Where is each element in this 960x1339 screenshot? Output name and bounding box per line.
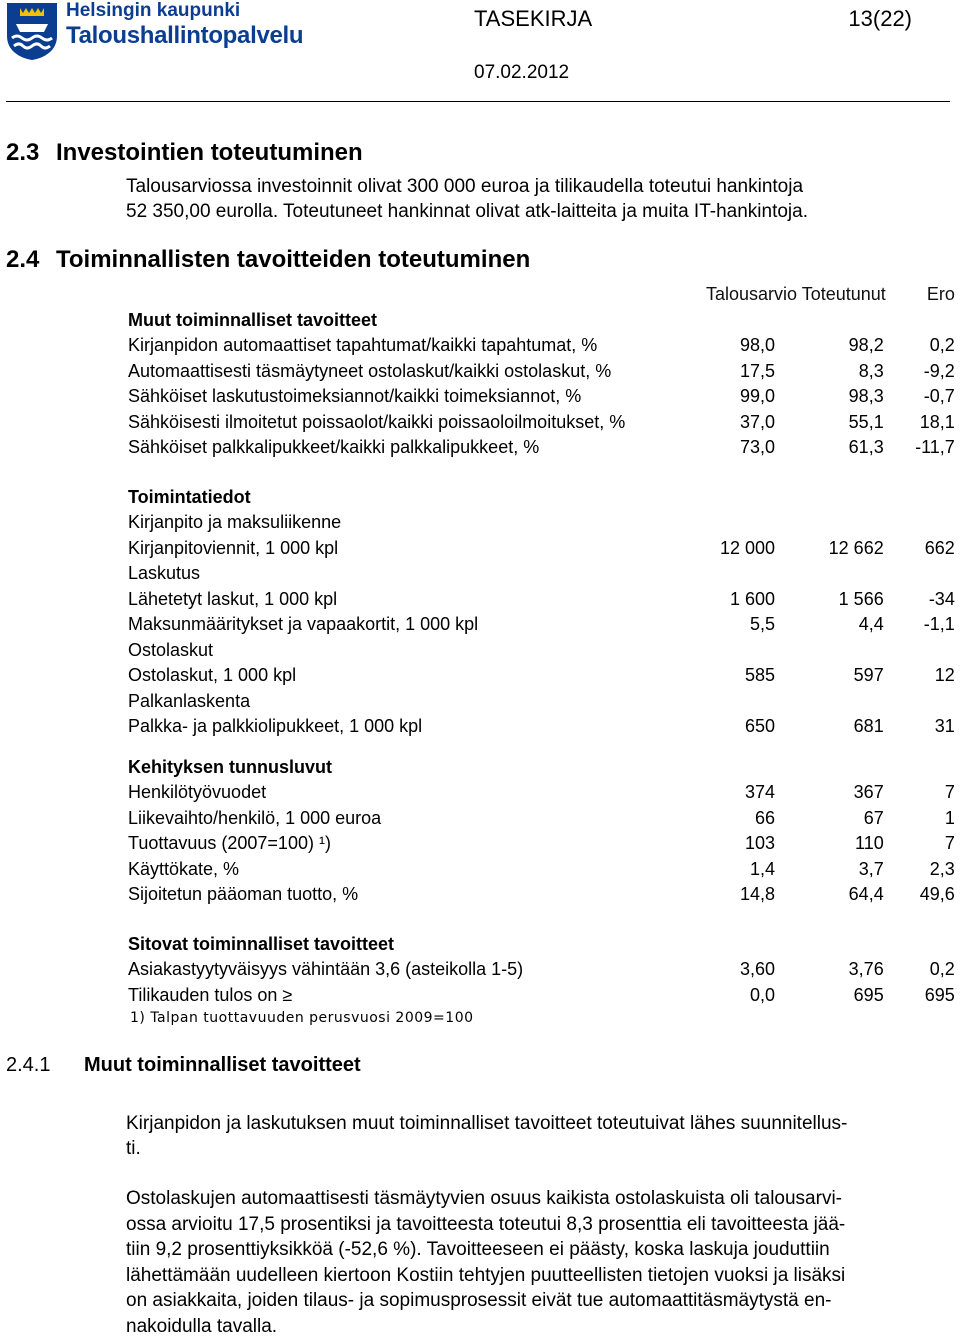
paragraph-line: Kirjanpidon ja laskutuksen muut toiminnalliset tavoitteet toteutuivat lähes suunnitellus- [126, 1111, 847, 1137]
row-value: 7 [884, 831, 955, 857]
row-label: Ostolaskut, 1 000 kpl [128, 663, 706, 689]
row-value [775, 510, 884, 536]
row-value: 2,3 [884, 857, 955, 883]
row-value: 3,60 [706, 957, 775, 983]
row-value: 14,8 [706, 882, 775, 908]
table-row [128, 714, 955, 740]
row-value: -1,1 [884, 612, 955, 638]
table-row [128, 957, 955, 983]
org-name: Helsingin kaupunki [66, 0, 240, 22]
row-label: Lähetetyt laskut, 1 000 kpl [128, 587, 706, 613]
row-value: 650 [706, 714, 775, 740]
row-value: 12 000 [706, 536, 775, 562]
row-value: 12 [884, 663, 955, 689]
row-value: 1 600 [706, 587, 775, 613]
table-row [128, 359, 955, 385]
row-label: Maksunmääritykset ja vapaakortit, 1 000 kpl [128, 612, 706, 638]
section-number: 2.4 [6, 246, 56, 274]
table-spacer [128, 908, 955, 932]
row-value: -34 [884, 587, 955, 613]
section-label: Muut toiminnalliset tavoitteet [128, 308, 955, 334]
row-label: Kirjanpidon automaattiset tapahtumat/kaikki tapahtumat, % [128, 333, 706, 359]
table-section-heading [128, 485, 955, 511]
row-value: 98,0 [706, 333, 775, 359]
row-label: Asiakastyytyväisyys vähintään 3,6 (asteikolla 1-5) [128, 957, 706, 983]
header-divider [6, 101, 950, 102]
row-label: Sähköiset laskutustoimeksiannot/kaikki toimeksiannot, % [128, 384, 706, 410]
document-type: TASEKIRJA [474, 6, 592, 32]
paragraph-line: on asiakkaita, joiden tilaus- ja sopimusprosessit eivät tue automaattitäsmäytystä en- [126, 1288, 845, 1314]
row-value: 1 [884, 806, 955, 832]
paragraph-line: Ostolaskujen automaattisesti täsmäytyvien osuus kaikista ostolaskuista oli talousarvi- [126, 1186, 845, 1212]
row-value: 8,3 [775, 359, 884, 385]
row-value: 695 [884, 983, 955, 1009]
section-number: 2.3 [6, 139, 56, 167]
table-row [128, 510, 955, 536]
row-value: 98,2 [775, 333, 884, 359]
table-spacer [128, 740, 955, 755]
row-label: Sähköisesti ilmoitetut poissaolot/kaikki poissaoloilmoitukset, % [128, 410, 706, 436]
helsinki-crest-icon [6, 2, 58, 60]
row-label: Sähköiset palkkalipukkeet/kaikki palkkalipukkeet, % [128, 435, 706, 461]
row-value: 64,4 [775, 882, 884, 908]
paragraph-line: ti. [126, 1136, 141, 1162]
table-footnote: 1) Talpan tuottavuuden perusvuosi 2009=100 [130, 1010, 474, 1026]
row-value: 7 [884, 780, 955, 806]
row-label: Palkanlaskenta [128, 689, 706, 715]
section-heading-2-4 [6, 246, 530, 274]
section-title: Toiminnallisten tavoitteiden toteutuminen [56, 246, 530, 273]
row-value: 4,4 [775, 612, 884, 638]
column-header: Ero [891, 282, 955, 308]
row-label: Käyttökate, % [128, 857, 706, 883]
row-label: Henkilötyövuodet [128, 780, 706, 806]
row-value: 99,0 [706, 384, 775, 410]
row-value: 103 [706, 831, 775, 857]
row-value [884, 561, 955, 587]
row-value [884, 638, 955, 664]
table-row [128, 435, 955, 461]
paragraph [126, 1186, 845, 1339]
row-value: 110 [775, 831, 884, 857]
table-row [128, 638, 955, 664]
table-row [128, 831, 955, 857]
table-section-heading [128, 308, 955, 334]
goals-table [128, 282, 955, 1008]
row-label: Palkka- ja palkkiolipukkeet, 1 000 kpl [128, 714, 706, 740]
row-value: 367 [775, 780, 884, 806]
row-value [775, 561, 884, 587]
org-unit: Taloushallintopalvelu [66, 22, 303, 50]
table-section-heading [128, 755, 955, 781]
row-value: 0,2 [884, 333, 955, 359]
row-value: 55,1 [775, 410, 884, 436]
table-row [128, 561, 955, 587]
row-value: 12 662 [775, 536, 884, 562]
paragraph-line: lähettämään uudelleen kiertoon Kostiin tehtyjen puutteellisten tietojen vuoksi ja lisäksi [126, 1263, 845, 1289]
row-value: 37,0 [706, 410, 775, 436]
row-value: 1,4 [706, 857, 775, 883]
row-label: Tuottavuus (2007=100) ¹) [128, 831, 706, 857]
row-value [884, 510, 955, 536]
row-value: -9,2 [884, 359, 955, 385]
table-header-row [128, 282, 955, 308]
row-value: 3,7 [775, 857, 884, 883]
table-row [128, 663, 955, 689]
table-section-heading [128, 932, 955, 958]
row-value: 17,5 [706, 359, 775, 385]
row-value [706, 638, 775, 664]
row-value: 18,1 [884, 410, 955, 436]
row-value [706, 689, 775, 715]
section-label: Toimintatiedot [128, 485, 955, 511]
paragraph-line: ossa arvioitu 17,5 prosentiksi ja tavoitteesta toteutui 8,3 prosenttia eli tavoitteesta jää- [126, 1212, 845, 1238]
section-number: 2.4.1 [6, 1054, 84, 1077]
row-value: 98,3 [775, 384, 884, 410]
row-label: Kirjanpito ja maksuliikenne [128, 510, 706, 536]
column-header: Talousarvio [706, 284, 797, 304]
section-title: Muut toiminnalliset tavoitteet [84, 1054, 361, 1076]
row-value: 0,2 [884, 957, 955, 983]
table-row [128, 983, 955, 1009]
paragraph-line: tiin 9,2 prosenttiyksikköä (-52,6 %). Tavoitteeseen ei päästy, koska laskuja jouduttiin [126, 1237, 845, 1263]
row-value [775, 689, 884, 715]
table-row [128, 857, 955, 883]
subsection-heading-2-4-1 [6, 1054, 361, 1077]
section-heading-2-3 [6, 139, 363, 167]
row-label: Liikevaihto/henkilö, 1 000 euroa [128, 806, 706, 832]
table-row [128, 384, 955, 410]
row-value: 585 [706, 663, 775, 689]
section-label: Sitovat toiminnalliset tavoitteet [128, 932, 955, 958]
row-value: 66 [706, 806, 775, 832]
row-label: Kirjanpitoviennit, 1 000 kpl [128, 536, 706, 562]
row-value [775, 638, 884, 664]
row-value: 61,3 [775, 435, 884, 461]
section-label: Kehityksen tunnusluvut [128, 755, 955, 781]
row-label: Ostolaskut [128, 638, 706, 664]
table-row [128, 780, 955, 806]
paragraph-line: Talousarviossa investoinnit olivat 300 000 euroa ja tilikaudella toteutui hankintoja [126, 174, 803, 200]
row-value: 0,0 [706, 983, 775, 1009]
page-number: 13(22) [848, 6, 912, 32]
row-label: Automaattisesti täsmäytyneet ostolaskut/kaikki ostolaskut, % [128, 359, 706, 385]
table-row [128, 410, 955, 436]
row-value: 681 [775, 714, 884, 740]
row-value: 31 [884, 714, 955, 740]
paragraph-line: nakoidulla tavalla. [126, 1314, 845, 1339]
row-value: 662 [884, 536, 955, 562]
row-value: 73,0 [706, 435, 775, 461]
row-value: 374 [706, 780, 775, 806]
row-value: 1 566 [775, 587, 884, 613]
row-label: Tilikauden tulos on ≥ [128, 983, 706, 1009]
table-row [128, 587, 955, 613]
row-value: 67 [775, 806, 884, 832]
row-label: Laskutus [128, 561, 706, 587]
row-value: 597 [775, 663, 884, 689]
table-row [128, 882, 955, 908]
row-value: 3,76 [775, 957, 884, 983]
section-title: Investointien toteutuminen [56, 139, 363, 166]
table-row [128, 612, 955, 638]
row-value: 695 [775, 983, 884, 1009]
table-row [128, 689, 955, 715]
row-label: Sijoitetun pääoman tuotto, % [128, 882, 706, 908]
row-value: -0,7 [884, 384, 955, 410]
row-value: 49,6 [884, 882, 955, 908]
paragraph-line: 52 350,00 eurolla. Toteutuneet hankinnat olivat atk-laitteita ja muita IT-hankintoja. [126, 199, 808, 225]
table-spacer [128, 461, 955, 485]
document-date: 07.02.2012 [474, 62, 569, 84]
table-row [128, 333, 955, 359]
row-value [706, 510, 775, 536]
table-row [128, 536, 955, 562]
row-value [706, 561, 775, 587]
row-value: -11,7 [884, 435, 955, 461]
table-row [128, 806, 955, 832]
column-header: Toteutunut [802, 284, 886, 304]
row-value [884, 689, 955, 715]
row-value: 5,5 [706, 612, 775, 638]
